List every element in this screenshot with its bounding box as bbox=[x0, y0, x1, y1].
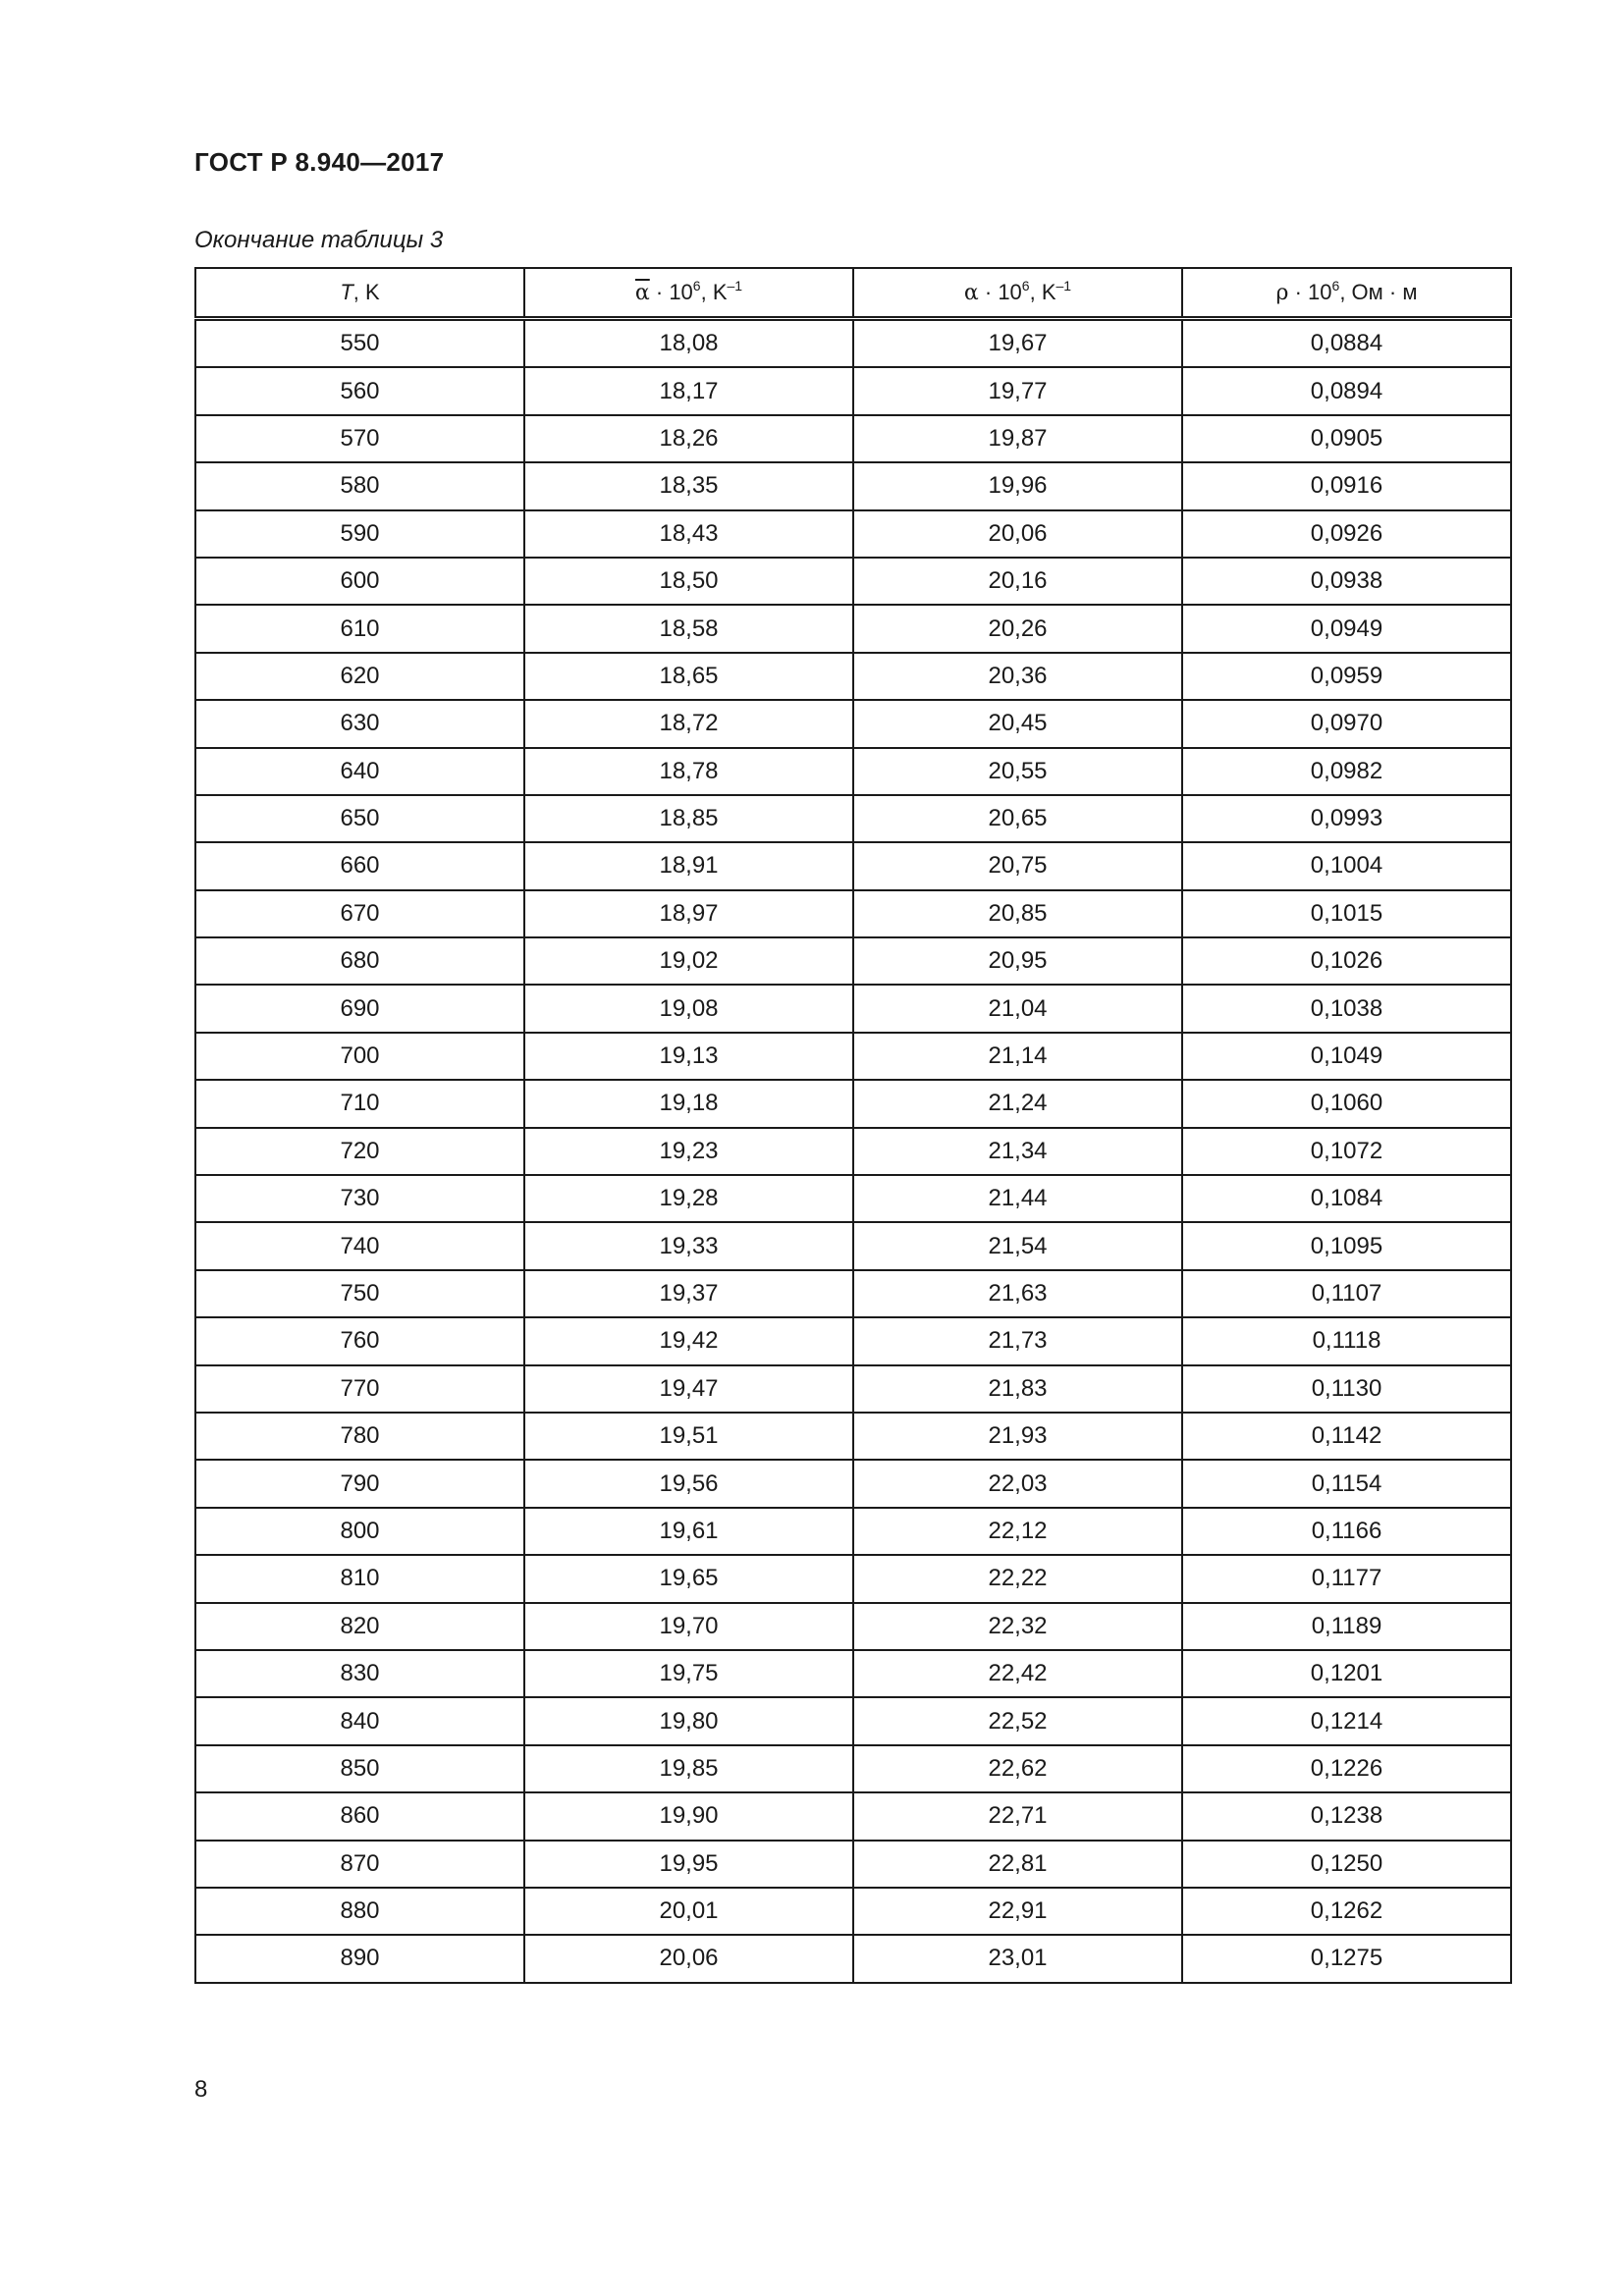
cell-expansion: 22,22 bbox=[853, 1555, 1182, 1602]
cell-mean-expansion: 19,95 bbox=[524, 1841, 853, 1888]
cell-temperature: 840 bbox=[195, 1697, 524, 1744]
cell-mean-expansion: 19,23 bbox=[524, 1128, 853, 1175]
cell-expansion: 21,24 bbox=[853, 1080, 1182, 1127]
cell-resistivity: 0,0938 bbox=[1182, 558, 1511, 605]
table-row bbox=[195, 462, 1511, 509]
cell-resistivity: 0,1026 bbox=[1182, 937, 1511, 985]
cell-resistivity: 0,0916 bbox=[1182, 462, 1511, 509]
header-mean-expansion-coefficient bbox=[524, 268, 853, 319]
cell-mean-expansion: 19,80 bbox=[524, 1697, 853, 1744]
table-row bbox=[195, 367, 1511, 414]
cell-temperature: 770 bbox=[195, 1365, 524, 1413]
table-row bbox=[195, 937, 1511, 985]
cell-expansion: 21,34 bbox=[853, 1128, 1182, 1175]
cell-expansion: 21,73 bbox=[853, 1317, 1182, 1364]
cell-expansion: 20,06 bbox=[853, 510, 1182, 558]
table-row bbox=[195, 748, 1511, 795]
cell-resistivity: 0,1072 bbox=[1182, 1128, 1511, 1175]
table-caption: Окончание таблицы 3 bbox=[194, 227, 444, 253]
mean-alpha-unit: , K bbox=[700, 280, 728, 304]
cell-mean-expansion: 18,97 bbox=[524, 890, 853, 937]
cell-mean-expansion: 18,43 bbox=[524, 510, 853, 558]
cell-resistivity: 0,1015 bbox=[1182, 890, 1511, 937]
cell-temperature: 860 bbox=[195, 1792, 524, 1840]
cell-temperature: 740 bbox=[195, 1222, 524, 1269]
cell-mean-expansion: 18,50 bbox=[524, 558, 853, 605]
table-row bbox=[195, 1935, 1511, 1982]
cell-resistivity: 0,1004 bbox=[1182, 842, 1511, 889]
cell-resistivity: 0,1142 bbox=[1182, 1413, 1511, 1460]
mean-alpha-symbol: $\overline{\alpha}$ bbox=[634, 281, 650, 305]
cell-temperature: 830 bbox=[195, 1650, 524, 1697]
cell-mean-expansion: 18,78 bbox=[524, 748, 853, 795]
cell-mean-expansion: 19,65 bbox=[524, 1555, 853, 1602]
table-row bbox=[195, 1460, 1511, 1507]
table-row bbox=[195, 1317, 1511, 1364]
cell-expansion: 21,83 bbox=[853, 1365, 1182, 1413]
rho-unit: , Ом · м bbox=[1339, 280, 1418, 304]
cell-resistivity: 0,1201 bbox=[1182, 1650, 1511, 1697]
cell-temperature: 550 bbox=[195, 319, 524, 368]
table-row bbox=[195, 1033, 1511, 1080]
page-number: 8 bbox=[194, 2076, 208, 2103]
cell-expansion: 20,45 bbox=[853, 700, 1182, 747]
cell-expansion: 21,44 bbox=[853, 1175, 1182, 1222]
cell-resistivity: 0,1214 bbox=[1182, 1697, 1511, 1744]
cell-expansion: 19,96 bbox=[853, 462, 1182, 509]
table-row bbox=[195, 1080, 1511, 1127]
table-row bbox=[195, 1792, 1511, 1840]
table-row bbox=[195, 415, 1511, 462]
cell-temperature: 850 bbox=[195, 1745, 524, 1792]
cell-mean-expansion: 19,42 bbox=[524, 1317, 853, 1364]
table-row bbox=[195, 1222, 1511, 1269]
table-row bbox=[195, 558, 1511, 605]
cell-temperature: 660 bbox=[195, 842, 524, 889]
cell-resistivity: 0,1250 bbox=[1182, 1841, 1511, 1888]
table-row bbox=[195, 700, 1511, 747]
rho-multiplier: · 10 bbox=[1288, 280, 1332, 304]
cell-temperature: 560 bbox=[195, 367, 524, 414]
temperature-unit: , K bbox=[352, 280, 380, 304]
cell-resistivity: 0,0993 bbox=[1182, 795, 1511, 842]
cell-mean-expansion: 18,08 bbox=[524, 319, 853, 368]
cell-temperature: 640 bbox=[195, 748, 524, 795]
alpha-unit-exponent: –1 bbox=[1056, 278, 1072, 294]
cell-mean-expansion: 19,13 bbox=[524, 1033, 853, 1080]
cell-resistivity: 0,1060 bbox=[1182, 1080, 1511, 1127]
cell-expansion: 22,32 bbox=[853, 1603, 1182, 1650]
cell-temperature: 690 bbox=[195, 985, 524, 1032]
table-header bbox=[195, 268, 1511, 319]
cell-resistivity: 0,0905 bbox=[1182, 415, 1511, 462]
table-row bbox=[195, 1413, 1511, 1460]
cell-temperature: 630 bbox=[195, 700, 524, 747]
cell-temperature: 710 bbox=[195, 1080, 524, 1127]
table-row bbox=[195, 1603, 1511, 1650]
cell-resistivity: 0,1130 bbox=[1182, 1365, 1511, 1413]
cell-temperature: 800 bbox=[195, 1508, 524, 1555]
table-row bbox=[195, 1650, 1511, 1697]
table-row bbox=[195, 1270, 1511, 1317]
cell-expansion: 20,26 bbox=[853, 605, 1182, 652]
cell-expansion: 21,63 bbox=[853, 1270, 1182, 1317]
cell-expansion: 22,12 bbox=[853, 1508, 1182, 1555]
cell-expansion: 19,77 bbox=[853, 367, 1182, 414]
cell-expansion: 22,42 bbox=[853, 1650, 1182, 1697]
cell-expansion: 21,93 bbox=[853, 1413, 1182, 1460]
cell-resistivity: 0,0959 bbox=[1182, 653, 1511, 700]
table-row bbox=[195, 510, 1511, 558]
cell-temperature: 730 bbox=[195, 1175, 524, 1222]
cell-temperature: 590 bbox=[195, 510, 524, 558]
cell-expansion: 21,04 bbox=[853, 985, 1182, 1032]
cell-expansion: 22,52 bbox=[853, 1697, 1182, 1744]
mean-alpha-exponent: 6 bbox=[692, 278, 701, 294]
cell-temperature: 780 bbox=[195, 1413, 524, 1460]
table-row bbox=[195, 1175, 1511, 1222]
cell-resistivity: 0,1118 bbox=[1182, 1317, 1511, 1364]
alpha-exponent: 6 bbox=[1021, 278, 1030, 294]
cell-temperature: 580 bbox=[195, 462, 524, 509]
header-resistivity bbox=[1182, 268, 1511, 319]
cell-temperature: 790 bbox=[195, 1460, 524, 1507]
cell-mean-expansion: 18,65 bbox=[524, 653, 853, 700]
table-row bbox=[195, 605, 1511, 652]
cell-mean-expansion: 20,01 bbox=[524, 1888, 853, 1935]
cell-mean-expansion: 18,35 bbox=[524, 462, 853, 509]
cell-mean-expansion: 19,33 bbox=[524, 1222, 853, 1269]
cell-expansion: 23,01 bbox=[853, 1935, 1182, 1982]
table-row bbox=[195, 1508, 1511, 1555]
cell-resistivity: 0,0970 bbox=[1182, 700, 1511, 747]
cell-resistivity: 0,1275 bbox=[1182, 1935, 1511, 1982]
cell-resistivity: 0,0982 bbox=[1182, 748, 1511, 795]
cell-temperature: 760 bbox=[195, 1317, 524, 1364]
cell-mean-expansion: 19,56 bbox=[524, 1460, 853, 1507]
cell-resistivity: 0,0949 bbox=[1182, 605, 1511, 652]
cell-resistivity: 0,1084 bbox=[1182, 1175, 1511, 1222]
cell-expansion: 22,91 bbox=[853, 1888, 1182, 1935]
cell-temperature: 750 bbox=[195, 1270, 524, 1317]
alpha-symbol: α bbox=[963, 281, 979, 305]
cell-temperature: 670 bbox=[195, 890, 524, 937]
document-header: ГОСТ Р 8.940—2017 bbox=[194, 147, 445, 177]
cell-resistivity: 0,1166 bbox=[1182, 1508, 1511, 1555]
cell-temperature: 880 bbox=[195, 1888, 524, 1935]
cell-expansion: 21,54 bbox=[853, 1222, 1182, 1269]
mean-alpha-unit-exponent: –1 bbox=[727, 278, 743, 294]
cell-resistivity: 0,0894 bbox=[1182, 367, 1511, 414]
cell-temperature: 700 bbox=[195, 1033, 524, 1080]
header-temperature bbox=[195, 268, 524, 319]
cell-expansion: 22,71 bbox=[853, 1792, 1182, 1840]
cell-mean-expansion: 18,26 bbox=[524, 415, 853, 462]
cell-mean-expansion: 18,72 bbox=[524, 700, 853, 747]
cell-temperature: 610 bbox=[195, 605, 524, 652]
cell-mean-expansion: 19,28 bbox=[524, 1175, 853, 1222]
cell-mean-expansion: 19,37 bbox=[524, 1270, 853, 1317]
table-row bbox=[195, 1745, 1511, 1792]
table-row bbox=[195, 1555, 1511, 1602]
table-row bbox=[195, 1841, 1511, 1888]
cell-expansion: 20,75 bbox=[853, 842, 1182, 889]
cell-resistivity: 0,1189 bbox=[1182, 1603, 1511, 1650]
cell-resistivity: 0,1095 bbox=[1182, 1222, 1511, 1269]
cell-expansion: 22,03 bbox=[853, 1460, 1182, 1507]
cell-temperature: 820 bbox=[195, 1603, 524, 1650]
cell-expansion: 20,95 bbox=[853, 937, 1182, 985]
cell-mean-expansion: 18,58 bbox=[524, 605, 853, 652]
table-row bbox=[195, 985, 1511, 1032]
cell-mean-expansion: 18,17 bbox=[524, 367, 853, 414]
cell-temperature: 620 bbox=[195, 653, 524, 700]
cell-resistivity: 0,1049 bbox=[1182, 1033, 1511, 1080]
cell-temperature: 870 bbox=[195, 1841, 524, 1888]
table-row bbox=[195, 1365, 1511, 1413]
cell-resistivity: 0,1177 bbox=[1182, 1555, 1511, 1602]
data-table bbox=[194, 267, 1512, 1984]
cell-mean-expansion: 19,47 bbox=[524, 1365, 853, 1413]
cell-expansion: 20,55 bbox=[853, 748, 1182, 795]
cell-expansion: 19,87 bbox=[853, 415, 1182, 462]
cell-expansion: 20,16 bbox=[853, 558, 1182, 605]
table-row bbox=[195, 890, 1511, 937]
table-row bbox=[195, 319, 1511, 368]
temperature-symbol: T bbox=[340, 280, 353, 304]
cell-temperature: 890 bbox=[195, 1935, 524, 1982]
cell-mean-expansion: 19,51 bbox=[524, 1413, 853, 1460]
cell-temperature: 810 bbox=[195, 1555, 524, 1602]
cell-expansion: 22,81 bbox=[853, 1841, 1182, 1888]
table-row bbox=[195, 842, 1511, 889]
cell-temperature: 650 bbox=[195, 795, 524, 842]
cell-mean-expansion: 19,90 bbox=[524, 1792, 853, 1840]
cell-mean-expansion: 19,75 bbox=[524, 1650, 853, 1697]
rho-symbol: ρ bbox=[1275, 281, 1289, 305]
cell-mean-expansion: 19,61 bbox=[524, 1508, 853, 1555]
table-row bbox=[195, 1697, 1511, 1744]
cell-expansion: 21,14 bbox=[853, 1033, 1182, 1080]
rho-exponent: 6 bbox=[1331, 278, 1340, 294]
cell-expansion: 20,65 bbox=[853, 795, 1182, 842]
header-row bbox=[195, 268, 1511, 319]
cell-mean-expansion: 19,02 bbox=[524, 937, 853, 985]
cell-mean-expansion: 19,18 bbox=[524, 1080, 853, 1127]
alpha-multiplier: · 10 bbox=[978, 280, 1022, 304]
table-row bbox=[195, 795, 1511, 842]
alpha-unit: , K bbox=[1029, 280, 1056, 304]
cell-mean-expansion: 18,85 bbox=[524, 795, 853, 842]
cell-mean-expansion: 20,06 bbox=[524, 1935, 853, 1982]
cell-expansion: 20,36 bbox=[853, 653, 1182, 700]
cell-resistivity: 0,1262 bbox=[1182, 1888, 1511, 1935]
cell-mean-expansion: 19,85 bbox=[524, 1745, 853, 1792]
cell-resistivity: 0,0884 bbox=[1182, 319, 1511, 368]
cell-temperature: 720 bbox=[195, 1128, 524, 1175]
mean-alpha-multiplier: · 10 bbox=[649, 280, 693, 304]
cell-resistivity: 0,1038 bbox=[1182, 985, 1511, 1032]
table-row bbox=[195, 1888, 1511, 1935]
cell-resistivity: 0,1154 bbox=[1182, 1460, 1511, 1507]
cell-expansion: 19,67 bbox=[853, 319, 1182, 368]
cell-temperature: 600 bbox=[195, 558, 524, 605]
cell-resistivity: 0,1107 bbox=[1182, 1270, 1511, 1317]
cell-mean-expansion: 18,91 bbox=[524, 842, 853, 889]
header-expansion-coefficient bbox=[853, 268, 1182, 319]
table-body bbox=[195, 319, 1511, 1983]
table-row bbox=[195, 1128, 1511, 1175]
cell-resistivity: 0,0926 bbox=[1182, 510, 1511, 558]
cell-mean-expansion: 19,70 bbox=[524, 1603, 853, 1650]
cell-temperature: 680 bbox=[195, 937, 524, 985]
cell-temperature: 570 bbox=[195, 415, 524, 462]
cell-resistivity: 0,1238 bbox=[1182, 1792, 1511, 1840]
table-row bbox=[195, 653, 1511, 700]
cell-expansion: 22,62 bbox=[853, 1745, 1182, 1792]
cell-resistivity: 0,1226 bbox=[1182, 1745, 1511, 1792]
cell-expansion: 20,85 bbox=[853, 890, 1182, 937]
cell-mean-expansion: 19,08 bbox=[524, 985, 853, 1032]
